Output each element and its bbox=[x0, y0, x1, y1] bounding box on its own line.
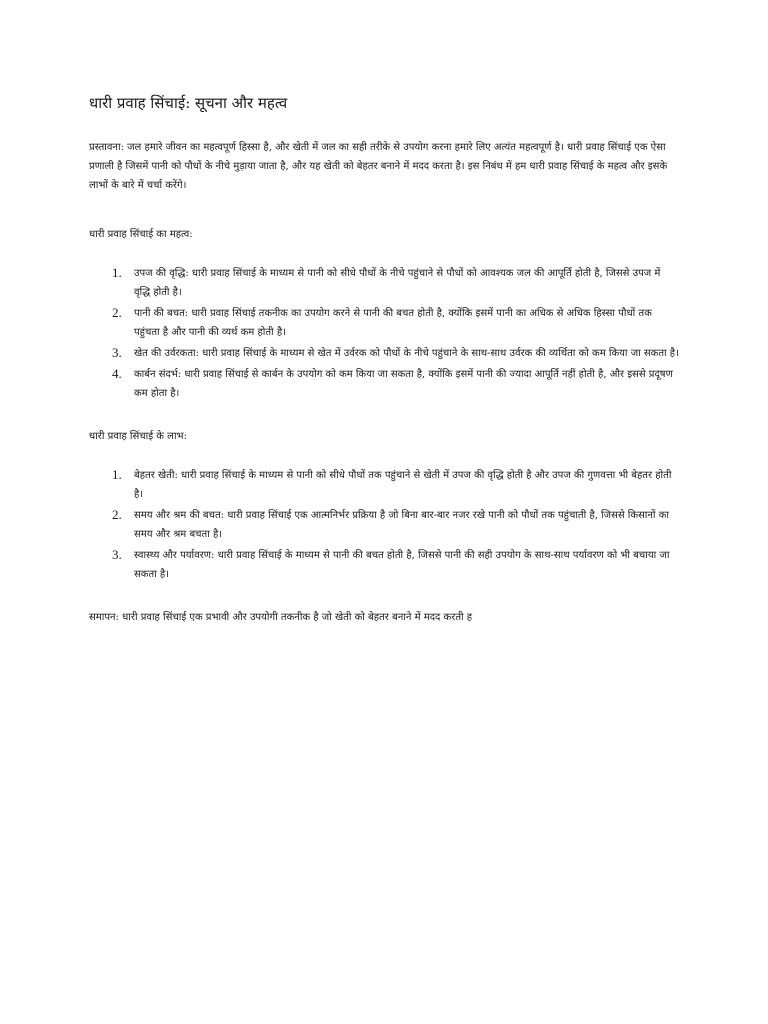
list-item-number: 3. bbox=[112, 547, 122, 562]
list-item-text: उपज की वृद्धि: धारी प्रवाह सिंचाई के माध्यम से पानी को सीधे पौधों के नीचे पहुंचाने से पौधों को आवश्यक जल की आपूर्ति होती है, जिससे उपज में वृद्धि होती है। bbox=[134, 268, 661, 298]
list-item-text: बेहतर खेती: धारी प्रवाह सिंचाई के माध्यम से पानी को सीधे पौधों तक पहुंचाने से खेती में उपज की वृद्धि होती है और उपज की गुणवत्ता भी बेहतर होती है। bbox=[134, 470, 672, 500]
benefits-list bbox=[89, 466, 679, 584]
list-item bbox=[89, 506, 679, 544]
list-item-text: समय और श्रम की बचत: धारी प्रवाह सिंचाई एक आत्मनिर्भर प्रक्रिया है जो बिना बार-बार नजर रखे पानी को पौधों तक पहुंचाती है, जिससे किसानों का समय और श्रम बचता है। bbox=[134, 510, 669, 540]
list-item bbox=[89, 304, 679, 342]
list-item-number: 2. bbox=[112, 305, 122, 320]
benefits-heading: धारी प्रवाह सिंचाई के लाभ: bbox=[89, 431, 187, 442]
list-item bbox=[89, 344, 679, 363]
list-item bbox=[89, 546, 679, 584]
list-item bbox=[89, 466, 679, 504]
list-item-number: 2. bbox=[112, 507, 122, 522]
document-page bbox=[89, 92, 679, 627]
list-item-number: 3. bbox=[112, 345, 122, 360]
list-item-text: स्वास्थ्य और पर्यावरण: धारी प्रवाह सिंचाई के माध्यम से पानी की बचत होती है, जिससे पानी की सही उपयोग के साथ-साथ पर्यावरण को भी बचाया जा सकता है। bbox=[134, 550, 670, 580]
list-item bbox=[89, 365, 679, 403]
list-item bbox=[89, 264, 679, 302]
list-item-text: पानी की बचत: धारी प्रवाह सिंचाई तकनीक का उपयोग करने से पानी की बचत होती है, क्योंकि इसमें पानी का अधिक से अधिक हिस्सा पौधों तक पहुंचता है और पानी की व्यर्थ कम होती है। bbox=[134, 308, 652, 338]
importance-heading: धारी प्रवाह सिंचाई का महत्व: bbox=[89, 229, 193, 240]
list-item-text: खेत की उर्वरकता: धारी प्रवाह सिंचाई के माध्यम से खेत में उर्वरक को पौधों के नीचे पहुंचाने के साथ-साथ उर्वरक की व्यर्थिता को कम किया जा सकता है। bbox=[134, 348, 679, 359]
document-title: धारी प्रवाह सिंचाई: सूचना और महत्व bbox=[89, 94, 288, 112]
conclusion-paragraph: समापन: धारी प्रवाह सिंचाई एक प्रभावी और उपयोगी तकनीक है जो खेती को बेहतर बनाने में मदद करती ह bbox=[89, 612, 473, 623]
list-item-number: 1. bbox=[112, 265, 122, 280]
list-item-number: 1. bbox=[112, 467, 122, 482]
importance-list bbox=[89, 264, 679, 403]
list-item-text: कार्बन संदर्भ: धारी प्रवाह सिंचाई से कार्बन के उपयोग को कम किया जा सकता है, क्योंकि इसमें पानी की ज्यादा आपूर्ति नहीं होती है, और इससे प्रदूषण कम होता है। bbox=[134, 369, 673, 399]
intro-paragraph: प्रस्तावना: जल हमारे जीवन का महत्वपूर्ण हिस्सा है, और खेती में जल का सही तरीके से उपयोग करना हमारे लिए अत्यंत महत्वपूर्ण है। धारी प्रवाह सिंचाई एक ऐसा प्रणाली है जिसमें पानी को पौधों के नीचे मुड़ाया जाता है, और यह खेती को बेहतर बनाने में मदद करता है। इस निबंध में हम धारी प्रवाह सिंचाई के महत्व और इसके लाभों के बारे में चर्चा करेंगे। bbox=[89, 142, 668, 191]
list-item-number: 4. bbox=[112, 366, 122, 381]
